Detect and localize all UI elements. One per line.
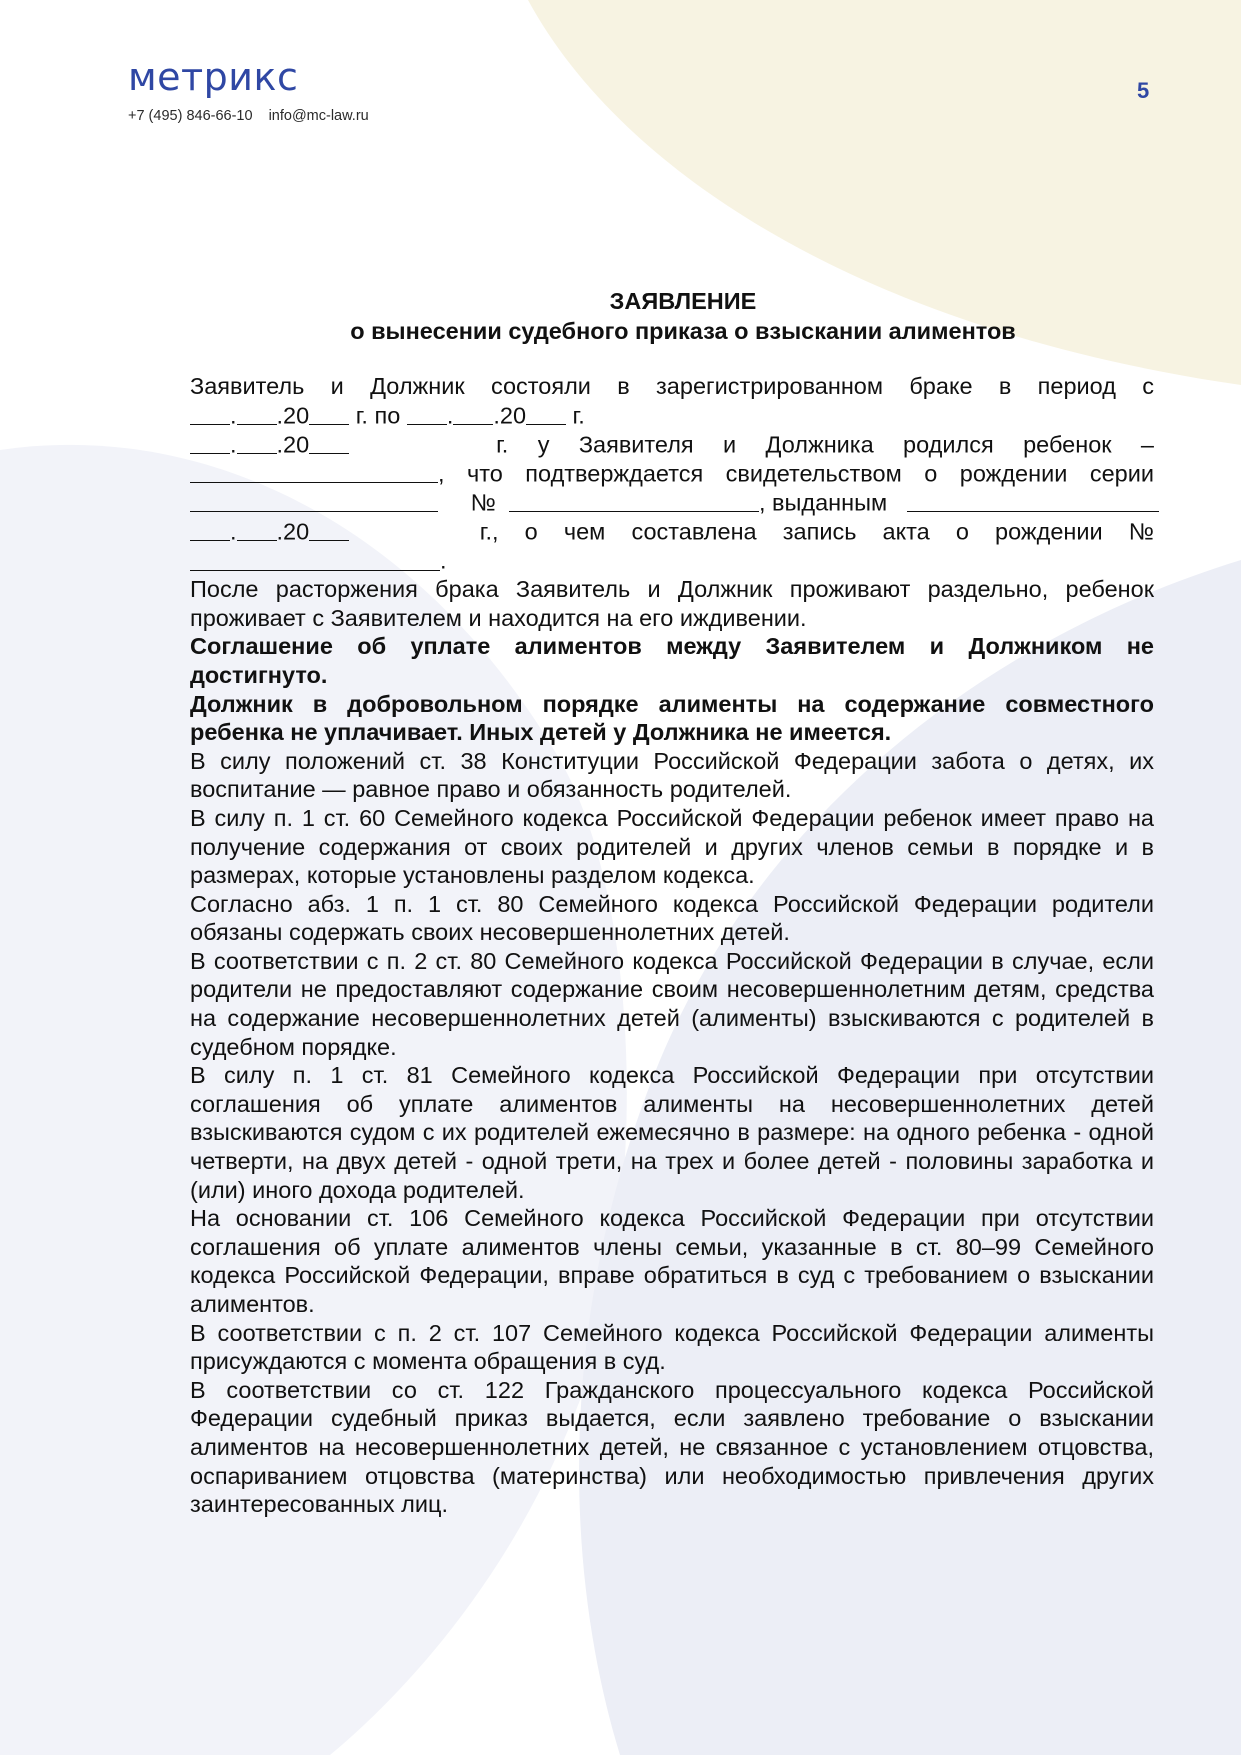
paragraph-family-code-80-1: Согласно абз. 1 п. 1 ст. 80 Семейного кодекса Российской Федерации родители обязаны содержать своих несовершеннолетних детей. (190, 890, 1154, 946)
paragraph-family-code-107: В соответствии с п. 2 ст. 107 Семейного кодекса Российской Федерации алименты присуждаются с момента обращения в суд. (190, 1319, 1154, 1375)
blank-year-from[interactable] (309, 401, 349, 426)
blank-child-name[interactable] (190, 459, 438, 484)
paragraph-civil-procedure-122: В соответствии со ст. 122 Гражданского процессуального кодекса Российской Федерации судебный приказ выдается, если заявлено требование о взыскании алиментов на несовершеннолетних детей, не связанное с установлением отцовства, оспариванием отцовства (материнства) или необходимостью привлечения других заинтересованных лиц. (190, 1376, 1154, 1518)
paragraph-family-code-60: В силу п. 1 ст. 60 Семейного кодекса Российской Федерации ребенок имеет право на получение содержания от своих родителей и других членов семьи в порядке и в размерах, которые установлены разделом кодекса. (190, 804, 1154, 889)
intro-line-2 (190, 401, 1154, 430)
blank-record-day[interactable] (190, 517, 230, 542)
blank-month-from[interactable] (237, 401, 277, 426)
intro-line-4 (190, 459, 1154, 488)
document-title-block (190, 286, 1154, 346)
document-body (190, 372, 1154, 1519)
year-prefix: .20 (276, 518, 310, 545)
year-prefix: .20 (276, 431, 310, 458)
blank-birth-day[interactable] (190, 430, 230, 455)
document-subtitle: о вынесении судебного приказа о взыскании алиментов (350, 318, 1016, 344)
year-prefix: .20 (493, 402, 527, 429)
intro-line-1 (190, 372, 1154, 401)
intro-line-7 (190, 546, 1154, 575)
to-text: г. по (349, 402, 407, 429)
intro-line-3: . .20 г. у Заявителя и Должника родился ребенок – (190, 430, 1154, 459)
blank-birth-year[interactable] (309, 430, 349, 455)
intro-line-6: . .20 г., о чем составлена запись акта о рождении № (190, 517, 1154, 546)
blank-record-month[interactable] (237, 517, 277, 542)
header-contacts (128, 108, 369, 124)
dot: . (230, 402, 237, 429)
blank-record-number[interactable] (190, 546, 440, 571)
email-link[interactable]: info@mc-law.ru (268, 108, 369, 124)
blank-month-to[interactable] (453, 401, 493, 426)
number-sign: № (470, 489, 496, 516)
blank-year-to[interactable] (526, 401, 566, 426)
paragraph-no-agreement: Соглашение об уплате алиментов между Заявителем и Должником не достигнуто. (190, 633, 1154, 688)
document-title: ЗАЯВЛЕНИЕ (609, 288, 757, 314)
year-suffix: г. (566, 402, 585, 429)
paragraph-separation: После расторжения брака Заявитель и Должник проживают раздельно, ребенок проживает с Заявителем и находится на его иждивении. (190, 576, 1154, 631)
paragraph-family-code-106: На основании ст. 106 Семейного кодекса Российской Федерации при отсутствии соглашения об уплате алиментов члены семьи, указанные в ст. 80–99 Семейного кодекса Российской Федерации, вправе обратиться в суд с требованием о взыскании алиментов. (190, 1205, 1154, 1317)
page-number: 5 (1137, 78, 1150, 103)
paragraph-family-code-80-2: В соответствии с п. 2 ст. 80 Семейного кодекса Российской Федерации в случае, если родители не предоставляют содержание своим несовершеннолетним детям, средства на содержание несовершеннолетних детей (алименты) взыскиваются с родителей в судебном порядке. (190, 947, 1154, 1060)
issued-by-text: , выданным (758, 489, 888, 516)
company-logo: метрикс (128, 55, 299, 99)
period: . (440, 547, 447, 574)
blank-cert-number[interactable] (509, 488, 759, 513)
blank-issued-by[interactable] (907, 488, 1159, 513)
intro-line-5 (190, 488, 1154, 517)
marriage-period-text: Заявитель и Должник состояли в зарегистрированном браке в период с (190, 373, 1154, 399)
record-text: г., о чем составлена запись акта о рождении № (479, 518, 1154, 545)
certificate-text: , что подтверждается свидетельством о рождении серии (438, 460, 1154, 487)
paragraph-constitution: В силу положений ст. 38 Конституции Российской Федерации забота о детях, их воспитание — равное право и обязанность родителей. (190, 747, 1154, 803)
paragraph-family-code-81: В силу п. 1 ст. 81 Семейного кодекса Российской Федерации при отсутствии соглашения об уплате алиментов алименты на несовершеннолетних детей взыскиваются судом с их родителей ежемесячно в размере: на одного ребенка - одной четверти, на двух детей - одной трети, на трех и более детей - половины заработка и (или) иного дохода родителей. (190, 1062, 1154, 1203)
blank-cert-series[interactable] (190, 488, 438, 513)
child-born-text: г. у Заявителя и Должника родился ребенок – (496, 431, 1154, 458)
blank-birth-month[interactable] (237, 430, 277, 455)
dot: . (446, 402, 454, 429)
blank-record-year[interactable] (309, 517, 349, 542)
phone-number[interactable]: +7 (495) 846-66-10 (128, 108, 253, 124)
blank-day-from[interactable] (190, 401, 230, 426)
year-prefix: .20 (276, 402, 310, 429)
paragraph-no-payment: Должник в добровольном порядке алименты на содержание совместного ребенка не уплачивает. Иных детей у Должника не имеется. (190, 690, 1154, 746)
intro-block (190, 372, 1154, 575)
blank-day-to[interactable] (407, 401, 447, 426)
